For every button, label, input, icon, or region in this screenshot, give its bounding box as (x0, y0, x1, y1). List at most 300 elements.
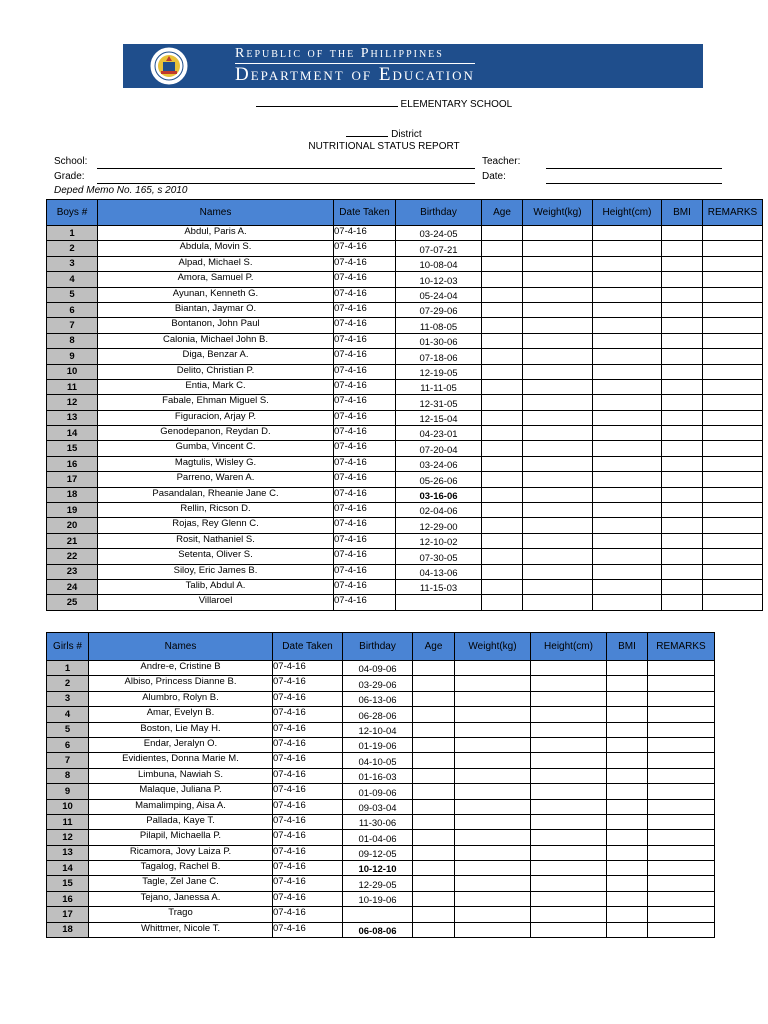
remarks-cell[interactable] (648, 768, 715, 783)
student-name: Villaroel (98, 595, 334, 610)
remarks-cell[interactable] (703, 287, 763, 302)
bmi-cell[interactable] (662, 302, 703, 317)
bmi-cell[interactable] (662, 226, 703, 241)
bmi-cell[interactable] (662, 579, 703, 594)
remarks-cell[interactable] (703, 272, 763, 287)
bmi-cell[interactable] (607, 830, 648, 845)
height-cell[interactable] (593, 456, 662, 471)
date-taken: 07-4-16 (334, 487, 396, 502)
weight-cell[interactable] (523, 426, 593, 441)
remarks-cell[interactable] (703, 318, 763, 333)
age-cell[interactable] (482, 349, 523, 364)
age-cell[interactable] (413, 799, 455, 814)
age-cell[interactable] (482, 318, 523, 333)
age-cell[interactable] (482, 333, 523, 348)
remarks-cell[interactable] (703, 364, 763, 379)
age-cell[interactable] (413, 861, 455, 876)
height-cell[interactable] (531, 830, 607, 845)
remarks-cell[interactable] (703, 333, 763, 348)
bmi-cell[interactable] (607, 737, 648, 752)
height-cell[interactable] (593, 595, 662, 610)
age-cell[interactable] (482, 272, 523, 287)
age-cell[interactable] (482, 472, 523, 487)
weight-cell[interactable] (523, 333, 593, 348)
bmi-cell[interactable] (662, 379, 703, 394)
bmi-cell[interactable] (607, 753, 648, 768)
age-cell[interactable] (482, 410, 523, 425)
bmi-cell[interactable] (607, 814, 648, 829)
height-cell[interactable] (531, 753, 607, 768)
height-cell[interactable] (593, 426, 662, 441)
weight-cell[interactable] (523, 518, 593, 533)
remarks-cell[interactable] (703, 410, 763, 425)
age-cell[interactable] (482, 503, 523, 518)
date-taken: 07-4-16 (273, 845, 343, 860)
row-number: 2 (47, 676, 89, 691)
age-cell[interactable] (482, 379, 523, 394)
date-taken: 07-4-16 (334, 518, 396, 533)
district-blank[interactable] (346, 127, 388, 137)
height-cell[interactable] (593, 364, 662, 379)
table-row (47, 564, 763, 579)
student-name: Talib, Abdul A. (98, 579, 334, 594)
bmi-cell[interactable] (662, 533, 703, 548)
height-cell[interactable] (531, 707, 607, 722)
weight-cell[interactable] (455, 907, 531, 922)
bmi-cell[interactable] (607, 799, 648, 814)
date-taken: 07-4-16 (273, 691, 343, 706)
student-name: Whittmer, Nicole T. (89, 922, 273, 937)
bmi-cell[interactable] (662, 241, 703, 256)
age-cell[interactable] (413, 768, 455, 783)
remarks-cell[interactable] (648, 891, 715, 906)
remarks-cell[interactable] (648, 737, 715, 752)
student-name: Ayunan, Kenneth G. (98, 287, 334, 302)
weight-cell[interactable] (523, 564, 593, 579)
bmi-cell[interactable] (662, 564, 703, 579)
height-cell[interactable] (531, 814, 607, 829)
date-taken: 07-4-16 (273, 799, 343, 814)
height-cell[interactable] (593, 518, 662, 533)
weight-cell[interactable] (523, 487, 593, 502)
height-cell[interactable] (531, 691, 607, 706)
row-number: 20 (47, 518, 98, 533)
weight-cell[interactable] (523, 456, 593, 471)
date-taken: 07-4-16 (334, 579, 396, 594)
remarks-cell[interactable] (703, 579, 763, 594)
student-name: Calonia, Michael John B. (98, 333, 334, 348)
remarks-cell[interactable] (703, 241, 763, 256)
weight-cell[interactable] (455, 676, 531, 691)
weight-cell[interactable] (523, 364, 593, 379)
remarks-cell[interactable] (703, 302, 763, 317)
remarks-cell[interactable] (648, 691, 715, 706)
table-row (47, 876, 715, 891)
weight-cell[interactable] (455, 891, 531, 906)
age-cell[interactable] (413, 891, 455, 906)
table-row (47, 456, 763, 471)
table-row (47, 410, 763, 425)
row-number: 5 (47, 722, 89, 737)
height-cell[interactable] (593, 379, 662, 394)
age-cell[interactable] (482, 456, 523, 471)
remarks-cell[interactable] (648, 845, 715, 860)
row-number: 3 (47, 691, 89, 706)
height-cell[interactable] (593, 472, 662, 487)
table-row (47, 349, 763, 364)
height-cell[interactable] (593, 503, 662, 518)
height-cell[interactable] (531, 876, 607, 891)
remarks-cell[interactable] (703, 456, 763, 471)
remarks-cell[interactable] (648, 922, 715, 937)
date-taken: 07-4-16 (334, 241, 396, 256)
bmi-cell[interactable] (607, 768, 648, 783)
height-cell[interactable] (593, 272, 662, 287)
remarks-cell[interactable] (703, 595, 763, 610)
district-line (0, 127, 768, 140)
remarks-cell[interactable] (648, 907, 715, 922)
remarks-cell[interactable] (648, 707, 715, 722)
age-cell[interactable] (482, 579, 523, 594)
student-name: Abdula, Movin S. (98, 241, 334, 256)
bmi-cell[interactable] (662, 487, 703, 502)
table-row (47, 830, 715, 845)
height-cell[interactable] (531, 784, 607, 799)
height-cell[interactable] (531, 845, 607, 860)
height-header: Height(cm) (531, 633, 607, 661)
height-cell[interactable] (593, 333, 662, 348)
date-taken: 07-4-16 (334, 272, 396, 287)
school-field[interactable] (97, 168, 475, 169)
birthday: 10-12-03 (396, 272, 482, 287)
age-cell[interactable] (413, 876, 455, 891)
weight-cell[interactable] (455, 876, 531, 891)
birthday-header: Birthday (396, 200, 482, 226)
remarks-cell[interactable] (703, 487, 763, 502)
bmi-cell[interactable] (662, 272, 703, 287)
height-cell[interactable] (593, 564, 662, 579)
height-cell[interactable] (593, 395, 662, 410)
birthday (343, 907, 413, 922)
remarks-cell[interactable] (703, 533, 763, 548)
weight-cell[interactable] (523, 226, 593, 241)
student-name: Amar, Evelyn B. (89, 707, 273, 722)
age-cell[interactable] (413, 691, 455, 706)
row-number: 23 (47, 564, 98, 579)
weight-cell[interactable] (455, 922, 531, 937)
height-cell[interactable] (531, 737, 607, 752)
weight-cell[interactable] (523, 318, 593, 333)
birthday: 04-13-06 (396, 564, 482, 579)
height-cell[interactable] (593, 349, 662, 364)
age-cell[interactable] (413, 676, 455, 691)
height-cell[interactable] (531, 907, 607, 922)
row-number: 7 (47, 318, 98, 333)
weight-cell[interactable] (523, 533, 593, 548)
table-row (47, 302, 763, 317)
height-cell[interactable] (531, 661, 607, 676)
height-cell[interactable] (593, 256, 662, 271)
weight-cell[interactable] (523, 272, 593, 287)
height-cell[interactable] (531, 722, 607, 737)
birthday: 06-13-06 (343, 691, 413, 706)
bmi-cell[interactable] (662, 410, 703, 425)
weight-cell[interactable] (455, 845, 531, 860)
height-header: Height(cm) (593, 200, 662, 226)
age-cell[interactable] (482, 226, 523, 241)
table-row (47, 922, 715, 937)
student-name: Mamalimping, Aisa A. (89, 799, 273, 814)
bmi-cell[interactable] (662, 318, 703, 333)
height-cell[interactable] (593, 533, 662, 548)
remarks-cell[interactable] (703, 472, 763, 487)
age-cell[interactable] (413, 814, 455, 829)
age-cell[interactable] (482, 287, 523, 302)
row-number: 21 (47, 533, 98, 548)
weight-cell[interactable] (455, 768, 531, 783)
weight-cell[interactable] (523, 410, 593, 425)
weight-cell[interactable] (523, 579, 593, 594)
birthday: 09-03-04 (343, 799, 413, 814)
bmi-cell[interactable] (607, 691, 648, 706)
weight-cell[interactable] (455, 661, 531, 676)
height-cell[interactable] (531, 676, 607, 691)
remarks-cell[interactable] (703, 426, 763, 441)
weight-cell[interactable] (455, 861, 531, 876)
row-number: 8 (47, 333, 98, 348)
date-taken: 07-4-16 (334, 379, 396, 394)
weight-cell[interactable] (523, 349, 593, 364)
weight-cell[interactable] (523, 241, 593, 256)
weight-cell[interactable] (523, 395, 593, 410)
student-name: Ricamora, Jovy Laiza P. (89, 845, 273, 860)
weight-cell[interactable] (455, 814, 531, 829)
weight-cell[interactable] (455, 784, 531, 799)
age-cell[interactable] (482, 302, 523, 317)
remarks-cell[interactable] (703, 518, 763, 533)
age-cell[interactable] (413, 907, 455, 922)
remarks-cell[interactable] (703, 226, 763, 241)
teacher-field[interactable] (546, 168, 722, 169)
remarks-cell[interactable] (648, 784, 715, 799)
age-cell[interactable] (482, 395, 523, 410)
weight-cell[interactable] (455, 737, 531, 752)
age-cell[interactable] (482, 487, 523, 502)
student-name: Alpad, Michael S. (98, 256, 334, 271)
weight-cell[interactable] (523, 379, 593, 394)
age-cell[interactable] (413, 737, 455, 752)
age-cell[interactable] (413, 830, 455, 845)
row-number: 10 (47, 364, 98, 379)
age-cell[interactable] (413, 845, 455, 860)
remarks-header: REMARKS (703, 200, 763, 226)
table-row (47, 272, 763, 287)
bmi-cell[interactable] (607, 676, 648, 691)
age-cell[interactable] (482, 564, 523, 579)
age-cell[interactable] (482, 426, 523, 441)
birthday: 01-19-06 (343, 737, 413, 752)
birthday: 03-24-06 (396, 456, 482, 471)
weight-cell[interactable] (523, 472, 593, 487)
bmi-cell[interactable] (607, 707, 648, 722)
bmi-cell[interactable] (662, 333, 703, 348)
remarks-cell[interactable] (648, 753, 715, 768)
age-cell[interactable] (413, 661, 455, 676)
row-number: 14 (47, 861, 89, 876)
age-cell[interactable] (482, 595, 523, 610)
bmi-cell[interactable] (662, 395, 703, 410)
remarks-cell[interactable] (648, 814, 715, 829)
height-cell[interactable] (593, 287, 662, 302)
age-cell[interactable] (413, 753, 455, 768)
date-taken: 07-4-16 (334, 441, 396, 456)
table-row (47, 691, 715, 706)
height-cell[interactable] (593, 302, 662, 317)
remarks-cell[interactable] (703, 256, 763, 271)
bmi-cell[interactable] (662, 441, 703, 456)
bmi-cell[interactable] (607, 722, 648, 737)
weight-cell[interactable] (455, 691, 531, 706)
bmi-cell[interactable] (607, 876, 648, 891)
height-cell[interactable] (593, 241, 662, 256)
table-row (47, 768, 715, 783)
bmi-cell[interactable] (662, 256, 703, 271)
bmi-cell[interactable] (607, 907, 648, 922)
weight-cell[interactable] (455, 707, 531, 722)
height-cell[interactable] (531, 922, 607, 937)
bmi-cell[interactable] (662, 518, 703, 533)
height-cell[interactable] (593, 318, 662, 333)
date-taken: 07-4-16 (334, 226, 396, 241)
bmi-cell[interactable] (662, 595, 703, 610)
height-cell[interactable] (593, 487, 662, 502)
age-cell[interactable] (482, 518, 523, 533)
remarks-cell[interactable] (648, 676, 715, 691)
weight-cell[interactable] (523, 441, 593, 456)
bmi-cell[interactable] (662, 472, 703, 487)
date-taken: 07-4-16 (334, 426, 396, 441)
remarks-cell[interactable] (703, 441, 763, 456)
date-taken: 07-4-16 (273, 861, 343, 876)
table-row (47, 861, 715, 876)
bmi-cell[interactable] (607, 845, 648, 860)
age-cell[interactable] (482, 256, 523, 271)
date-taken: 07-4-16 (273, 891, 343, 906)
bmi-cell[interactable] (662, 349, 703, 364)
bmi-cell[interactable] (607, 661, 648, 676)
weight-cell[interactable] (455, 753, 531, 768)
height-cell[interactable] (593, 441, 662, 456)
weight-cell[interactable] (455, 722, 531, 737)
row-number: 19 (47, 503, 98, 518)
remarks-cell[interactable] (703, 349, 763, 364)
row-number: 18 (47, 487, 98, 502)
age-cell[interactable] (413, 922, 455, 937)
age-cell[interactable] (482, 549, 523, 564)
date-taken: 07-4-16 (334, 256, 396, 271)
bmi-cell[interactable] (607, 891, 648, 906)
remarks-cell[interactable] (703, 503, 763, 518)
weight-cell[interactable] (523, 549, 593, 564)
remarks-cell[interactable] (648, 722, 715, 737)
student-name: Abdul, Paris A. (98, 226, 334, 241)
date-field[interactable] (546, 183, 722, 184)
weight-cell[interactable] (523, 595, 593, 610)
age-cell[interactable] (482, 364, 523, 379)
weight-cell[interactable] (523, 302, 593, 317)
height-cell[interactable] (593, 226, 662, 241)
table-row (47, 595, 763, 610)
height-cell[interactable] (531, 799, 607, 814)
age-cell[interactable] (413, 722, 455, 737)
age-cell[interactable] (413, 707, 455, 722)
bmi-cell[interactable] (607, 861, 648, 876)
bmi-cell[interactable] (662, 456, 703, 471)
remarks-cell[interactable] (703, 564, 763, 579)
height-cell[interactable] (593, 410, 662, 425)
school-name-blank[interactable] (256, 97, 398, 107)
student-name: Delito, Christian P. (98, 364, 334, 379)
remarks-cell[interactable] (648, 830, 715, 845)
age-cell[interactable] (482, 441, 523, 456)
grade-field[interactable] (97, 183, 475, 184)
height-cell[interactable] (531, 861, 607, 876)
weight-cell[interactable] (523, 256, 593, 271)
remarks-cell[interactable] (648, 861, 715, 876)
bmi-cell[interactable] (662, 426, 703, 441)
bmi-cell[interactable] (662, 549, 703, 564)
remarks-cell[interactable] (648, 876, 715, 891)
row-number: 1 (47, 226, 98, 241)
remarks-cell[interactable] (648, 799, 715, 814)
bmi-cell[interactable] (607, 784, 648, 799)
row-number: 1 (47, 661, 89, 676)
report-title: NUTRITIONAL STATUS REPORT (308, 141, 460, 152)
date-taken: 07-4-16 (273, 907, 343, 922)
birthday: 12-10-04 (343, 722, 413, 737)
age-cell[interactable] (413, 784, 455, 799)
remarks-cell[interactable] (703, 549, 763, 564)
bmi-cell[interactable] (662, 364, 703, 379)
remarks-cell[interactable] (703, 379, 763, 394)
height-cell[interactable] (593, 549, 662, 564)
weight-cell[interactable] (523, 287, 593, 302)
date-taken: 07-4-16 (334, 503, 396, 518)
remarks-cell[interactable] (703, 395, 763, 410)
student-name: Evidientes, Donna Marie M. (89, 753, 273, 768)
bmi-cell[interactable] (662, 287, 703, 302)
bmi-cell[interactable] (662, 503, 703, 518)
height-cell[interactable] (531, 891, 607, 906)
birthday: 05-24-04 (396, 287, 482, 302)
age-cell[interactable] (482, 533, 523, 548)
height-cell[interactable] (531, 768, 607, 783)
table-row (47, 256, 763, 271)
age-cell[interactable] (482, 241, 523, 256)
date-taken: 07-4-16 (334, 364, 396, 379)
bmi-cell[interactable] (607, 922, 648, 937)
remarks-header: REMARKS (648, 633, 715, 661)
weight-cell[interactable] (455, 799, 531, 814)
weight-cell[interactable] (523, 503, 593, 518)
height-cell[interactable] (593, 579, 662, 594)
table-row (47, 364, 763, 379)
table-row (47, 661, 715, 676)
remarks-cell[interactable] (648, 661, 715, 676)
deped-memo: Deped Memo No. 165, s 2010 (54, 185, 188, 196)
student-name: Trago (89, 907, 273, 922)
weight-cell[interactable] (455, 830, 531, 845)
